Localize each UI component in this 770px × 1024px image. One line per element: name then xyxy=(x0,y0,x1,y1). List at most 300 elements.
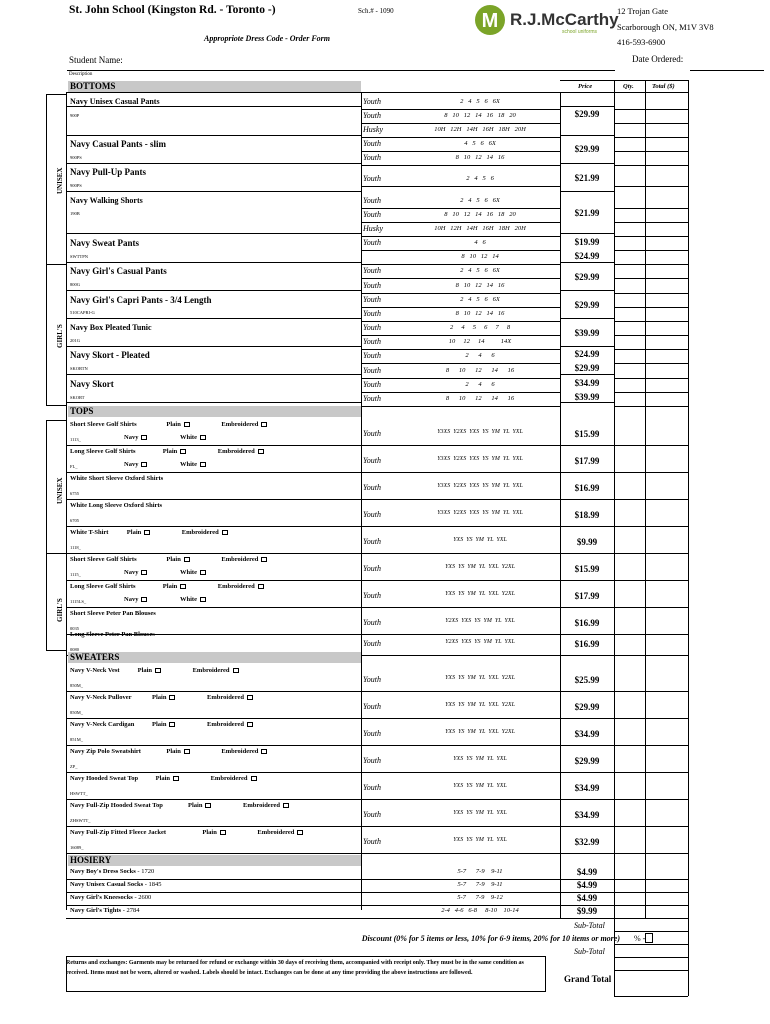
row-divider xyxy=(560,318,614,319)
row-divider xyxy=(614,222,688,223)
description-label: Description xyxy=(69,72,93,77)
plain-option[interactable] xyxy=(152,721,175,728)
embroidered-label: Embroidered xyxy=(207,694,244,701)
embroidered-option[interactable] xyxy=(182,529,228,536)
plain-option[interactable] xyxy=(163,448,186,455)
white-option[interactable] xyxy=(180,434,206,441)
plain-option[interactable] xyxy=(166,748,189,755)
embroidered-option[interactable] xyxy=(257,829,303,836)
white-checkbox[interactable] xyxy=(200,570,206,575)
total-heading: Total ($) xyxy=(652,83,675,90)
item-name: Navy Skort xyxy=(70,379,114,389)
item-sku: ZP_ xyxy=(70,764,78,769)
plain-label: Plain xyxy=(137,667,153,674)
item-name: Long Sleeve Peter Pan Blouses xyxy=(70,631,155,638)
subtotal-label: Sub-Total xyxy=(574,921,605,930)
form-title: Appropriote Dress Code - Order Form xyxy=(204,34,331,43)
size-group: Youth xyxy=(363,174,381,183)
row-divider xyxy=(66,106,361,107)
row-divider xyxy=(361,293,560,294)
price: $4.99 xyxy=(576,893,598,903)
hosiery-item xyxy=(70,907,139,914)
row-divider xyxy=(614,293,688,294)
plain-label: Plain xyxy=(166,421,181,428)
plain-option[interactable] xyxy=(166,556,189,563)
embroidered-option[interactable] xyxy=(221,556,267,563)
row-divider xyxy=(66,745,688,746)
row-divider xyxy=(614,109,688,110)
embroidered-label: Embroidered xyxy=(257,829,295,836)
row-divider xyxy=(361,378,560,379)
size-list: 2 4 5 6 7 8 xyxy=(449,324,511,331)
plain-checkbox[interactable] xyxy=(169,695,175,700)
plain-checkbox[interactable] xyxy=(180,449,186,454)
hosiery-item xyxy=(70,868,154,875)
item-name: Navy Unisex Casual Socks xyxy=(70,881,144,888)
price: $19.99 xyxy=(574,237,600,247)
embroidered-checkbox[interactable] xyxy=(251,776,257,781)
white-checkbox[interactable] xyxy=(200,597,206,602)
row-divider xyxy=(66,163,361,164)
row-divider xyxy=(560,262,614,263)
hosiery-item xyxy=(70,894,151,901)
item-name: Long Sleeve Golf Shirts xyxy=(70,583,136,590)
price: $15.99 xyxy=(574,429,600,439)
embroidered-checkbox[interactable] xyxy=(258,449,264,454)
size-list: YXS YS YM YL YXL Y2XL xyxy=(445,729,515,735)
embroidered-label: Embroidered xyxy=(210,775,248,782)
price: $34.99 xyxy=(574,783,600,793)
row-divider xyxy=(614,335,688,336)
size-group: Youth xyxy=(363,837,381,846)
price: $29.99 xyxy=(574,702,600,712)
size-list: Y3XS Y2XS YXS YS YM YL YXL xyxy=(437,456,523,462)
price: $15.99 xyxy=(574,564,600,574)
discount-percent-field[interactable] xyxy=(645,933,653,943)
plain-option[interactable] xyxy=(156,775,179,782)
price: $29.99 xyxy=(574,363,600,373)
row-divider xyxy=(66,718,688,719)
size-list: 2-4 4-6 6-8 8-10 10-14 xyxy=(441,907,519,914)
size-group: Youth xyxy=(363,97,381,106)
size-list: YXS YS YM YL YXL xyxy=(453,837,507,843)
price: $29.99 xyxy=(574,272,600,282)
item-sku: 6755 xyxy=(70,491,79,496)
price: $21.99 xyxy=(574,208,600,218)
embroidered-checkbox[interactable] xyxy=(233,668,239,673)
item-name: Short Sleeve Golf Shirts xyxy=(70,556,137,563)
item-sku: 510CAPRI-G xyxy=(70,310,95,315)
item-name: Navy Box Pleated Tunic xyxy=(70,323,152,332)
row-divider xyxy=(66,634,688,635)
size-group: Youth xyxy=(363,309,381,318)
embroidered-option[interactable] xyxy=(218,583,264,590)
size-list: 8 10 12 14 xyxy=(461,253,499,260)
item-sku: 6705 xyxy=(70,518,79,523)
item-name: Navy V-Neck Vest xyxy=(70,667,120,674)
date-ordered-label: Date Ordered: xyxy=(632,54,684,64)
navy-option[interactable] xyxy=(124,596,147,603)
date-ordered-field[interactable] xyxy=(690,70,764,71)
size-list: 2 4 5 6 6X xyxy=(460,267,500,274)
row-divider xyxy=(614,186,688,187)
size-group: Youth xyxy=(363,756,381,765)
size-list: 8 10 12 14 16 xyxy=(445,395,515,402)
embroidered-checkbox[interactable] xyxy=(283,803,289,808)
navy-checkbox[interactable] xyxy=(141,435,147,440)
size-group: Youth xyxy=(363,483,381,492)
size-list: 8 10 12 14 16 18 20 xyxy=(444,112,516,119)
row-divider xyxy=(66,691,688,692)
white-label: White xyxy=(180,569,197,576)
item-sku: 850M_ xyxy=(70,710,84,715)
address-line: 12 Trojan Gate xyxy=(617,6,668,16)
size-list: 8 10 12 14 16 xyxy=(445,367,515,374)
white-option[interactable] xyxy=(180,596,206,603)
price: $21.99 xyxy=(574,173,600,183)
price: $4.99 xyxy=(576,880,598,890)
navy-label: Navy xyxy=(124,461,139,468)
size-group: Youth xyxy=(363,394,381,403)
price: $29.99 xyxy=(574,109,600,119)
item-sku: HSWTT_ xyxy=(70,791,88,796)
plain-checkbox[interactable] xyxy=(184,557,190,562)
price: $24.99 xyxy=(574,251,600,261)
size-list: 2 4 5 6 xyxy=(466,175,494,182)
item-name: Short Sleeve Golf Shirts xyxy=(70,421,137,428)
size-list: Y3XS Y2XS YXS YS YM YL YXL xyxy=(437,510,523,516)
size-list: 2 4 5 6 6X xyxy=(460,98,500,105)
size-group: Youth xyxy=(363,196,381,205)
embroidered-checkbox[interactable] xyxy=(261,557,267,562)
row-divider xyxy=(614,307,688,308)
plain-option[interactable] xyxy=(152,694,175,701)
row-divider xyxy=(614,406,688,407)
row-divider xyxy=(66,826,688,827)
row-divider xyxy=(614,151,688,152)
plain-checkbox[interactable] xyxy=(184,422,190,427)
row-divider xyxy=(361,392,560,393)
item-name: Navy Skort - Pleated xyxy=(70,350,150,360)
embroidered-option[interactable] xyxy=(211,775,257,782)
plain-checkbox[interactable] xyxy=(169,722,175,727)
navy-label: Navy xyxy=(124,596,139,603)
embroidered-option[interactable] xyxy=(221,421,267,428)
row-divider xyxy=(361,165,560,166)
size-group: Youth xyxy=(363,783,381,792)
plain-option[interactable] xyxy=(163,583,186,590)
row-divider xyxy=(361,250,560,251)
size-group: Youth xyxy=(363,366,381,375)
item-sku: 1115_ xyxy=(70,572,81,577)
item-sku: SKORT xyxy=(70,395,85,400)
embroidered-option[interactable] xyxy=(207,694,253,701)
item-sku: 1113_ xyxy=(70,437,81,442)
white-checkbox[interactable] xyxy=(200,462,206,467)
row-divider xyxy=(361,123,560,124)
size-group: Youth xyxy=(363,323,381,332)
item-name: Navy Zip Polo Sweatshirt xyxy=(70,748,141,755)
item-sku: 190B xyxy=(70,211,80,216)
size-group: Youth xyxy=(363,510,381,519)
size-group: Youth xyxy=(363,238,381,247)
size-group: Youth xyxy=(363,351,381,360)
embroidered-label: Embroidered xyxy=(221,556,259,563)
row-divider xyxy=(66,191,361,192)
plain-label: Plain xyxy=(188,802,203,809)
size-group: Youth xyxy=(363,702,381,711)
embroidered-checkbox[interactable] xyxy=(222,530,228,535)
size-list: YXS YS YM YL YXL Y2XL xyxy=(445,702,515,708)
item-sku: SKORTN xyxy=(70,366,88,371)
size-group: Youth xyxy=(363,281,381,290)
size-list: 2 4 6 xyxy=(465,352,495,359)
size-group: Youth xyxy=(363,675,381,684)
embroidered-label: Embroidered xyxy=(217,583,255,590)
navy-option[interactable] xyxy=(124,461,147,468)
item-code: - 2600 xyxy=(132,894,152,901)
white-option[interactable] xyxy=(180,569,206,576)
item-name: Long Sleeve Golf Shirts xyxy=(70,448,136,455)
embroidered-checkbox[interactable] xyxy=(261,749,267,754)
plain-checkbox[interactable] xyxy=(173,776,179,781)
row-divider xyxy=(614,250,688,251)
size-list: 8 10 12 14 16 18 20 xyxy=(444,211,516,218)
student-name-field[interactable] xyxy=(67,70,615,71)
size-group: Husky xyxy=(363,224,383,233)
embroidered-option[interactable] xyxy=(193,667,239,674)
size-list: 10H 12H 14H 16H 18H 20H xyxy=(434,126,526,133)
row-divider xyxy=(66,374,361,375)
plain-label: Plain xyxy=(166,748,181,755)
row-divider xyxy=(560,290,614,291)
row-divider xyxy=(560,374,614,375)
row-divider xyxy=(614,165,688,166)
plain-option[interactable] xyxy=(127,529,150,536)
embroidered-label: Embroidered xyxy=(181,529,219,536)
price: $9.99 xyxy=(576,537,598,547)
row-divider xyxy=(614,137,688,138)
embroidered-checkbox[interactable] xyxy=(247,722,253,727)
row-divider xyxy=(560,163,614,164)
size-list: 5-7 7-9 9-12 xyxy=(457,894,503,901)
size-group: Youth xyxy=(363,456,381,465)
white-option[interactable] xyxy=(180,461,206,468)
discount-percent: % - xyxy=(634,934,646,943)
size-group: Youth xyxy=(363,266,381,275)
navy-checkbox[interactable] xyxy=(141,597,147,602)
size-list: 4 5 6 6X xyxy=(464,140,496,147)
size-list: Y3XS Y2XS YXS YS YM YL YXL xyxy=(437,429,523,435)
white-checkbox[interactable] xyxy=(200,435,206,440)
size-list: 2 4 6 xyxy=(465,381,495,388)
embroidered-label: Embroidered xyxy=(192,667,230,674)
item-sku: ZHSWTT_ xyxy=(70,818,91,823)
plain-checkbox[interactable] xyxy=(205,803,211,808)
row-divider xyxy=(560,346,614,347)
plain-checkbox[interactable] xyxy=(220,830,226,835)
price: $29.99 xyxy=(574,756,600,766)
size-list: YXS YS YM YL YXL Y2XL xyxy=(445,675,515,681)
item-sku: FL_ xyxy=(70,464,78,469)
size-group: Youth xyxy=(363,139,381,148)
brand-logo xyxy=(474,4,619,36)
row-divider xyxy=(361,335,560,336)
school-number: Sch.# - 1090 xyxy=(358,7,394,15)
row-divider xyxy=(66,607,688,608)
side-label-girls: GIRL'S xyxy=(56,324,64,348)
plain-checkbox[interactable] xyxy=(155,668,161,673)
price: $16.99 xyxy=(574,639,600,649)
price: $17.99 xyxy=(574,456,600,466)
size-group: Youth xyxy=(363,537,381,546)
plain-option[interactable] xyxy=(202,829,225,836)
row-divider xyxy=(66,262,361,263)
item-sku: 1115LS_ xyxy=(70,599,87,604)
plain-label: Plain xyxy=(152,694,167,701)
size-list: 5-7 7-9 9-11 xyxy=(457,881,503,888)
price: $24.99 xyxy=(574,349,600,359)
row-divider xyxy=(66,772,688,773)
price: $34.99 xyxy=(574,378,600,388)
plain-option[interactable] xyxy=(138,667,161,674)
embroidered-label: Embroidered xyxy=(217,448,255,455)
embroidered-option[interactable] xyxy=(207,721,253,728)
row-divider xyxy=(361,222,560,223)
item-sku: 16089_ xyxy=(70,845,84,850)
price: $25.99 xyxy=(574,675,600,685)
price: $9.99 xyxy=(576,906,598,916)
embroidered-label: Embroidered xyxy=(243,802,280,809)
item-name: Navy Pull-Up Pants xyxy=(70,167,147,177)
row-divider xyxy=(66,445,688,446)
size-list: YXS YS YM YL YXL xyxy=(453,810,507,816)
svg-text:M: M xyxy=(481,10,499,32)
embroidered-checkbox[interactable] xyxy=(247,695,253,700)
item-name: Navy Casual Pants - slim xyxy=(70,139,167,149)
address-block xyxy=(617,4,714,51)
row-divider xyxy=(66,918,688,919)
item-code: - 2784 xyxy=(121,907,140,914)
row-divider xyxy=(614,392,688,393)
section-sweaters: SWEATERS xyxy=(68,652,361,663)
embroidered-checkbox[interactable] xyxy=(297,830,303,835)
embroidered-checkbox[interactable] xyxy=(261,422,267,427)
item-name: White Short Sleeve Oxford Shirts xyxy=(70,475,164,482)
white-label: White xyxy=(180,434,197,441)
navy-checkbox[interactable] xyxy=(141,570,147,575)
size-list: YXS YS YM YL YXL xyxy=(453,783,507,789)
row-divider xyxy=(361,208,560,209)
plain-option[interactable] xyxy=(166,421,189,428)
size-list: Y2XS YXS YS YM YL YXL xyxy=(445,618,515,624)
school-name: St. John School (Kingston Rd. - Toronto -) xyxy=(69,4,276,16)
navy-label: Navy xyxy=(124,434,139,441)
row-divider xyxy=(66,318,361,319)
plain-checkbox[interactable] xyxy=(144,530,150,535)
row-divider xyxy=(361,264,560,265)
embroidered-checkbox[interactable] xyxy=(258,584,264,589)
size-group: Youth xyxy=(363,429,381,438)
plain-label: Plain xyxy=(126,529,142,536)
navy-checkbox[interactable] xyxy=(141,462,147,467)
size-list: 2 4 5 6 6X xyxy=(460,296,500,303)
price: $34.99 xyxy=(574,729,600,739)
discount-label: Discount (0% for 5 items or less, 10% for 6-9 items, 20% for 10 items or more) xyxy=(361,934,620,943)
subtotal-label: Sub-Total xyxy=(574,947,605,956)
size-group: Youth xyxy=(363,729,381,738)
navy-option[interactable] xyxy=(124,569,147,576)
row-divider xyxy=(66,580,688,581)
row-divider xyxy=(560,402,614,403)
item-name: White Long Sleeve Oxford Shirts xyxy=(70,502,163,509)
plain-checkbox[interactable] xyxy=(184,749,190,754)
embroidered-option[interactable] xyxy=(218,448,264,455)
navy-label: Navy xyxy=(124,569,139,576)
plain-label: Plain xyxy=(152,721,167,728)
qty-heading: Qty. xyxy=(623,83,634,90)
row-divider xyxy=(66,346,361,347)
row-divider xyxy=(66,553,688,554)
row-divider xyxy=(560,191,614,192)
item-name: Navy Girl's Casual Pants xyxy=(70,266,167,276)
price: $34.99 xyxy=(574,810,600,820)
embroidered-option[interactable] xyxy=(243,802,289,809)
price: $18.99 xyxy=(574,510,600,520)
address-line: Scarborough ON, M1V 3V8 xyxy=(617,21,714,32)
row-divider xyxy=(361,406,560,407)
size-group: Youth xyxy=(363,295,381,304)
student-name-label: Student Name: xyxy=(69,55,123,65)
row-divider xyxy=(66,799,688,800)
item-name: White T-Shirt xyxy=(70,529,109,536)
row-divider xyxy=(361,321,560,322)
size-group: Youth xyxy=(363,210,381,219)
item-name: Navy Walking Shorts xyxy=(70,196,143,205)
section-bottoms: BOTTOMS xyxy=(68,81,361,92)
item-sku: 0080 xyxy=(70,647,79,652)
phone: 416-593-6900 xyxy=(617,37,666,47)
size-list: 8 10 12 14 16 xyxy=(455,282,505,289)
item-name: Navy Full-Zip Hooded Sweat Top xyxy=(70,802,163,809)
item-name: Navy Unisex Casual Pants xyxy=(70,97,160,106)
plain-checkbox[interactable] xyxy=(180,584,186,589)
size-list: 8 10 12 14 16 xyxy=(455,154,505,161)
price: $17.99 xyxy=(574,591,600,601)
section-tops: TOPS xyxy=(68,406,361,417)
brand-subtitle: school uniforms xyxy=(562,29,598,35)
plain-label: Plain xyxy=(166,556,181,563)
item-sku: SWTTPN xyxy=(70,254,88,259)
size-group: Youth xyxy=(363,639,381,648)
item-name: Navy Girl's Capri Pants - 3/4 Length xyxy=(70,295,212,305)
item-sku: 900PS xyxy=(70,155,82,160)
row-divider xyxy=(66,290,361,291)
size-group: Youth xyxy=(363,810,381,819)
row-divider xyxy=(361,109,560,110)
plain-option[interactable] xyxy=(188,802,211,809)
item-name: Navy Boy's Dress Socks xyxy=(70,868,136,875)
side-label-unisex: UNISEX xyxy=(56,477,64,504)
grand-total-label: Grand Total xyxy=(564,974,612,984)
size-group: Youth xyxy=(363,337,381,346)
row-divider xyxy=(614,378,688,379)
embroidered-option[interactable] xyxy=(221,748,267,755)
navy-option[interactable] xyxy=(124,434,147,441)
item-name: Navy V-Neck Cardigan xyxy=(70,721,135,728)
embroidered-label: Embroidered xyxy=(207,721,244,728)
row-divider xyxy=(361,307,560,308)
